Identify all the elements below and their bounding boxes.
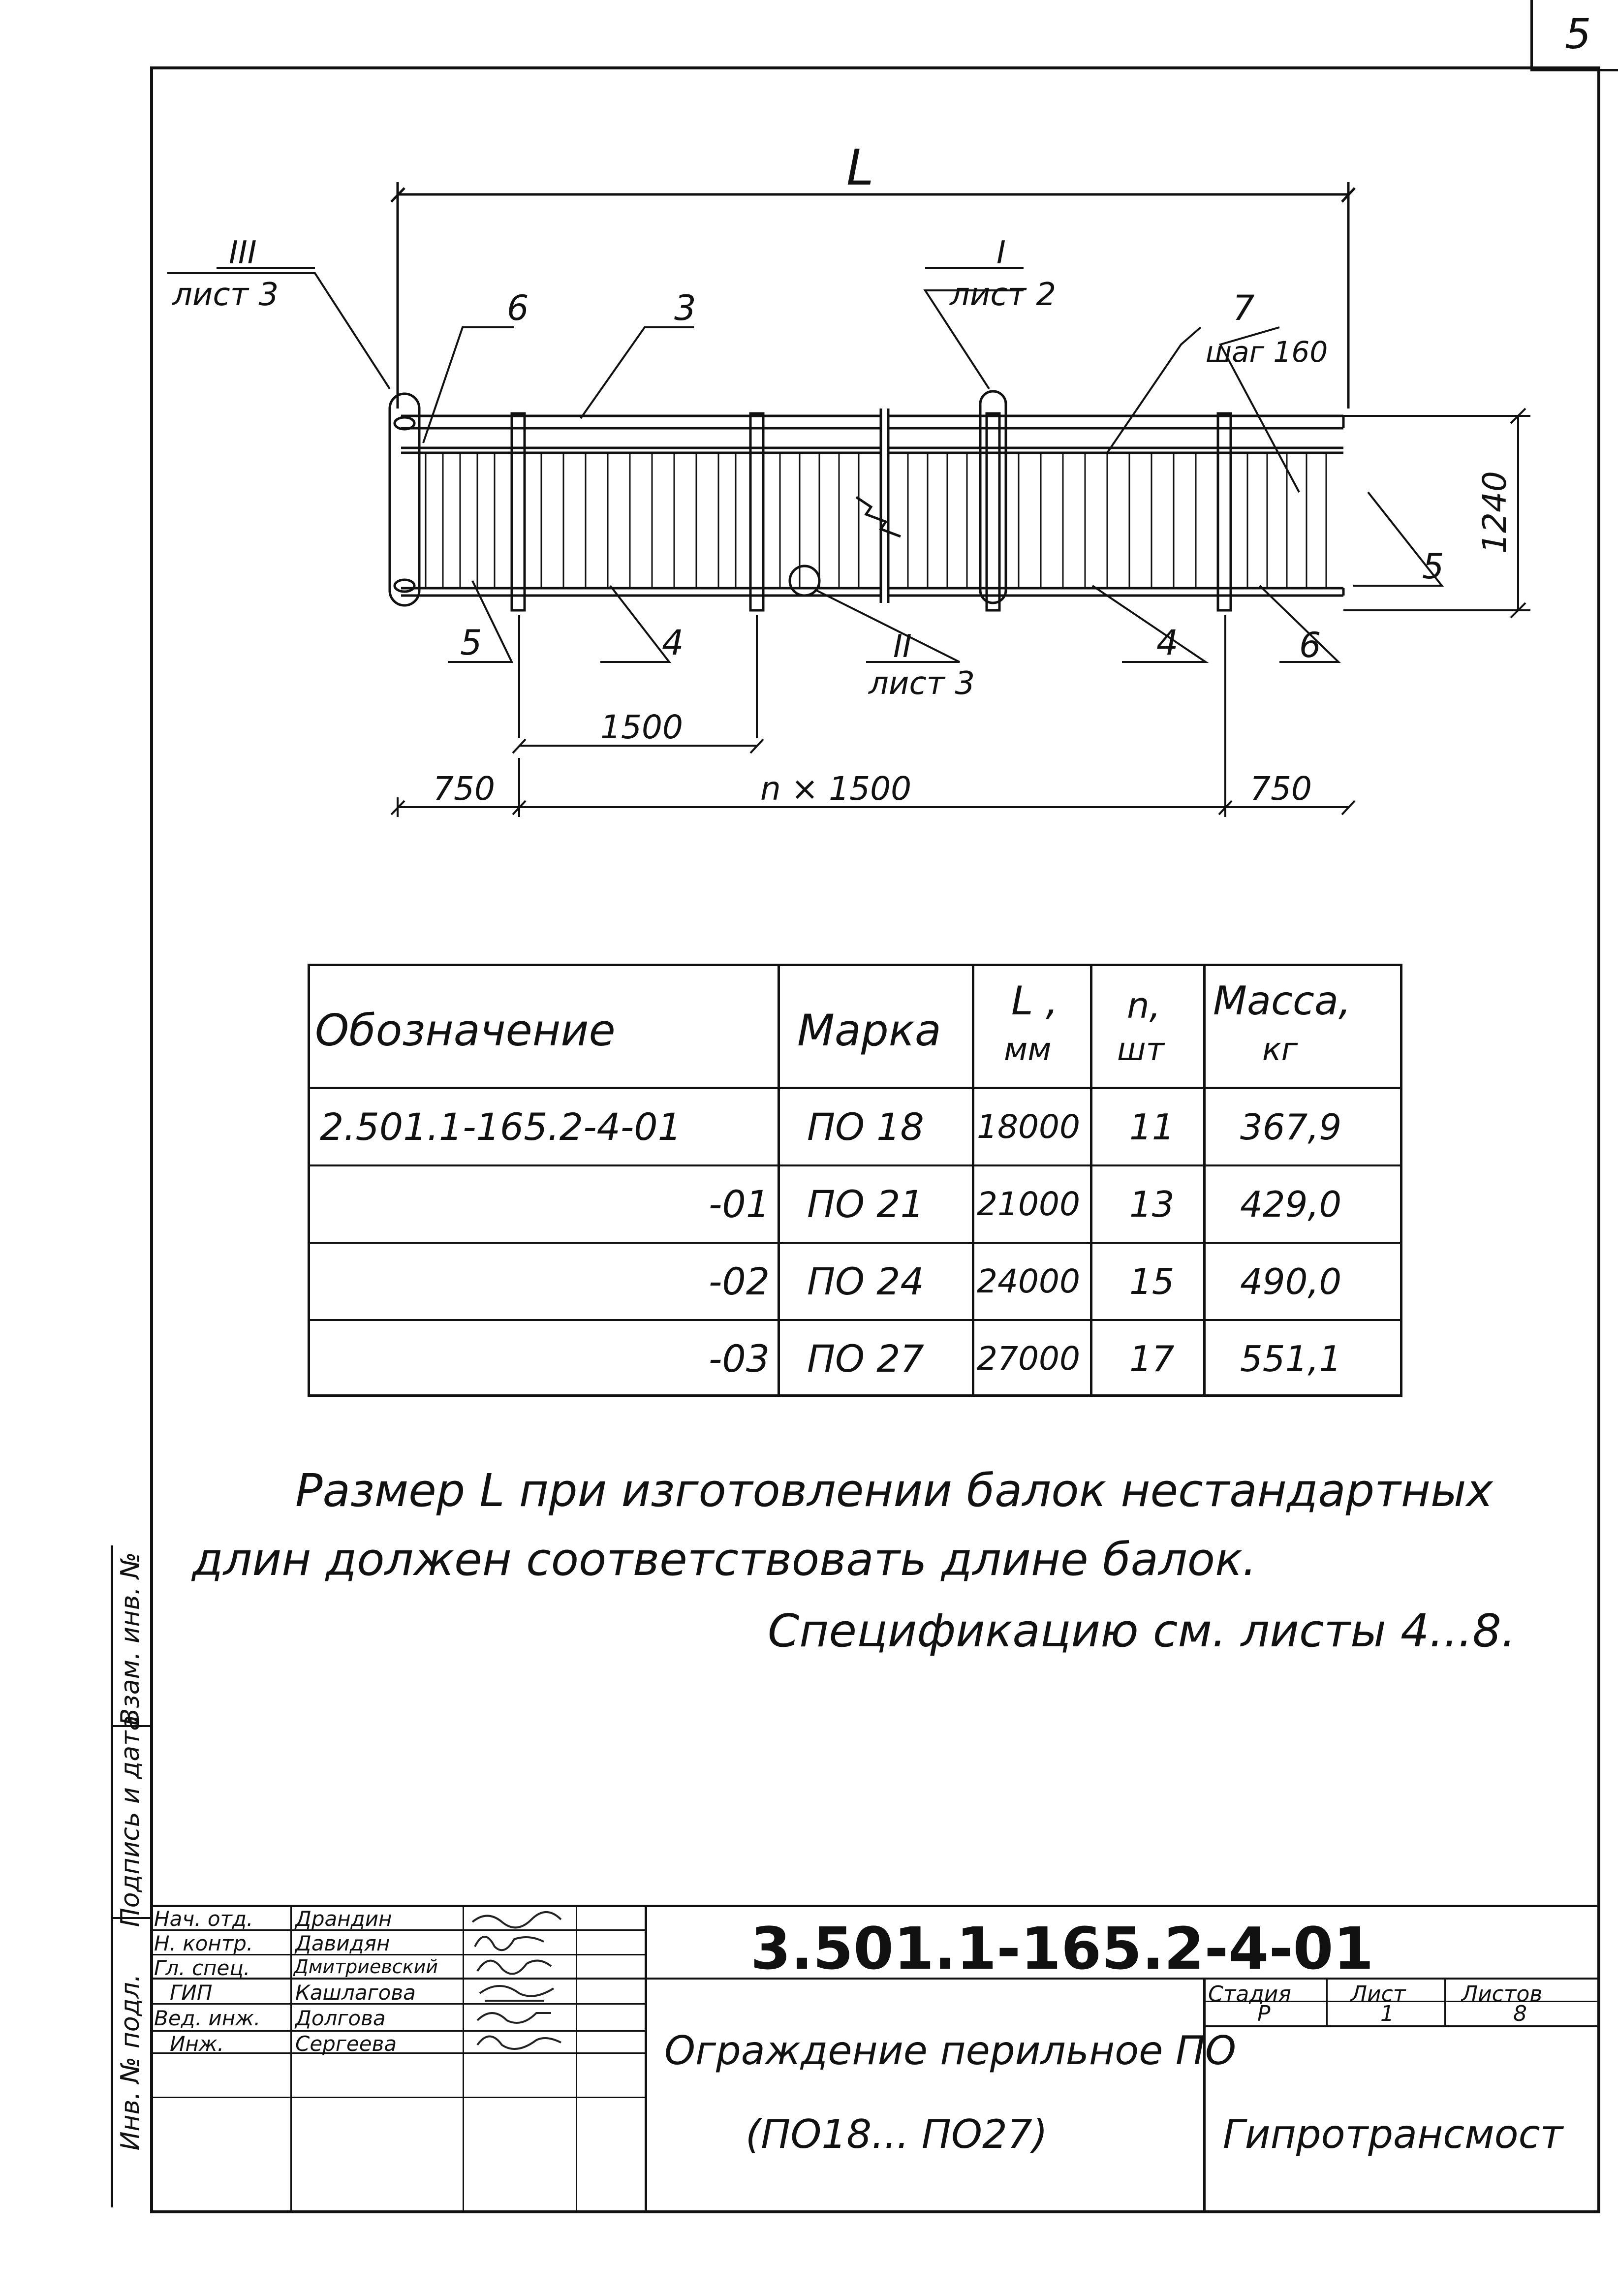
dim-n1500: n × 1500 bbox=[760, 770, 912, 808]
side-replace-inv: Взам. инв. № bbox=[116, 1552, 145, 1726]
header-mass: Масса, bbox=[1213, 977, 1351, 1024]
marks-table bbox=[308, 964, 1402, 1397]
name-4: Кашлагова bbox=[295, 1981, 416, 2005]
pos-3: 3 bbox=[674, 288, 696, 328]
dim-1240: 1240 bbox=[1476, 471, 1514, 554]
stage-label: Стадия bbox=[1208, 1981, 1291, 2007]
note-line-1: Размер L при изготовлении балок нестандартных bbox=[295, 1464, 1494, 1517]
pos-4-left: 4 bbox=[662, 623, 684, 663]
side-sign-date: Подпись и дата bbox=[116, 1715, 145, 1927]
callout-III-num: III bbox=[229, 235, 257, 271]
table-row-4-mark: ПО 27 bbox=[807, 1337, 924, 1381]
table-row-4-designation: -03 bbox=[709, 1337, 770, 1381]
pos-6-right: 6 bbox=[1299, 625, 1321, 665]
role-4: ГИП bbox=[170, 1981, 213, 2005]
header-mass-unit: кг bbox=[1262, 1032, 1298, 1068]
stage-value: Р bbox=[1257, 2001, 1271, 2026]
table-row-1-L: 18000 bbox=[977, 1108, 1080, 1146]
side-inv-orig: Инв. № подл. bbox=[116, 1974, 145, 2151]
document-code: 3.501.1-165.2-4-01 bbox=[750, 1915, 1374, 1982]
pos-6-left: 6 bbox=[507, 288, 529, 328]
signatures bbox=[465, 1905, 576, 2062]
table-row-2-mark: ПО 21 bbox=[807, 1182, 924, 1226]
pos-7-note: шаг 160 bbox=[1206, 335, 1328, 369]
organization: Гипротрансмост bbox=[1223, 2111, 1563, 2157]
table-row-4-mass: 551,1 bbox=[1240, 1338, 1342, 1380]
note-line-2: длин должен соответствовать длине балок. bbox=[192, 1533, 1257, 1586]
document-title-line-1: Ограждение перильное ПО bbox=[664, 2028, 1236, 2074]
table-row-3-L: 24000 bbox=[977, 1262, 1080, 1300]
header-designation: Обозначение bbox=[315, 1005, 616, 1056]
dim-750-right: 750 bbox=[1250, 770, 1312, 808]
pos-5-right: 5 bbox=[1422, 546, 1444, 587]
header-n: n, bbox=[1127, 985, 1161, 1026]
sheets-value: 8 bbox=[1513, 2001, 1527, 2026]
table-row-1-mass: 367,9 bbox=[1240, 1106, 1342, 1148]
header-mark: Марка bbox=[797, 1005, 941, 1056]
sheet-value: 1 bbox=[1380, 2001, 1394, 2026]
callout-III-sheet: лист 3 bbox=[172, 277, 279, 313]
sheets-label: Листов bbox=[1462, 1981, 1543, 2007]
dim-L-label: L bbox=[846, 139, 874, 196]
role-6: Инж. bbox=[170, 2032, 224, 2056]
table-row-2-L: 21000 bbox=[977, 1185, 1080, 1223]
table-row-3-mass: 490,0 bbox=[1240, 1260, 1342, 1302]
table-row-1-mark: ПО 18 bbox=[807, 1105, 924, 1149]
pickets bbox=[426, 453, 1326, 588]
table-row-1-designation: 2.501.1-165.2-4-01 bbox=[320, 1105, 682, 1149]
table-row-3-mark: ПО 24 bbox=[807, 1259, 924, 1303]
callout-I-sheet: лист 2 bbox=[950, 277, 1057, 313]
callout-II-sheet: лист 3 bbox=[869, 665, 975, 702]
note-line-3: Спецификацию см. листы 4...8. bbox=[768, 1604, 1516, 1657]
name-1: Драндин bbox=[295, 1907, 392, 1931]
table-row-4-L: 27000 bbox=[977, 1340, 1080, 1378]
callout-I-num: I bbox=[996, 235, 1006, 271]
dim-1500: 1500 bbox=[600, 708, 683, 746]
table-row-3-designation: -02 bbox=[709, 1259, 770, 1303]
header-L-unit: мм bbox=[1004, 1032, 1052, 1068]
name-5: Долгова bbox=[295, 2006, 386, 2030]
document-title-line-2: (ПО18... ПО27) bbox=[746, 2111, 1048, 2157]
name-6: Сергеева bbox=[295, 2032, 397, 2056]
role-3: Гл. спец. bbox=[154, 1956, 250, 1980]
pos-4-right: 4 bbox=[1156, 623, 1179, 663]
title-block bbox=[150, 1905, 1597, 2210]
railing-drawing bbox=[0, 0, 1618, 886]
table-row-2-designation: -01 bbox=[709, 1182, 770, 1226]
table-row-2-n: 13 bbox=[1129, 1183, 1175, 1225]
header-L: L , bbox=[1011, 977, 1058, 1024]
table-row-3-n: 15 bbox=[1129, 1260, 1175, 1302]
sheet-label: Лист bbox=[1351, 1981, 1406, 2007]
pos-5-left: 5 bbox=[460, 623, 482, 663]
callout-II-num: II bbox=[893, 629, 912, 665]
name-3: Дмитриевский bbox=[294, 1956, 438, 1978]
page-number: 5 bbox=[1565, 10, 1591, 58]
table-row-2-mass: 429,0 bbox=[1240, 1183, 1342, 1225]
table-row-4-n: 17 bbox=[1129, 1338, 1175, 1380]
header-n-unit: шт bbox=[1117, 1032, 1164, 1068]
pos-7: 7 bbox=[1233, 288, 1255, 328]
role-1: Нач. отд. bbox=[154, 1907, 253, 1931]
dim-750-left: 750 bbox=[433, 770, 495, 808]
name-2: Давидян bbox=[295, 1931, 390, 1955]
role-5: Вед. инж. bbox=[154, 2006, 261, 2030]
table-row-1-n: 11 bbox=[1129, 1106, 1175, 1148]
role-2: Н. контр. bbox=[154, 1931, 253, 1955]
